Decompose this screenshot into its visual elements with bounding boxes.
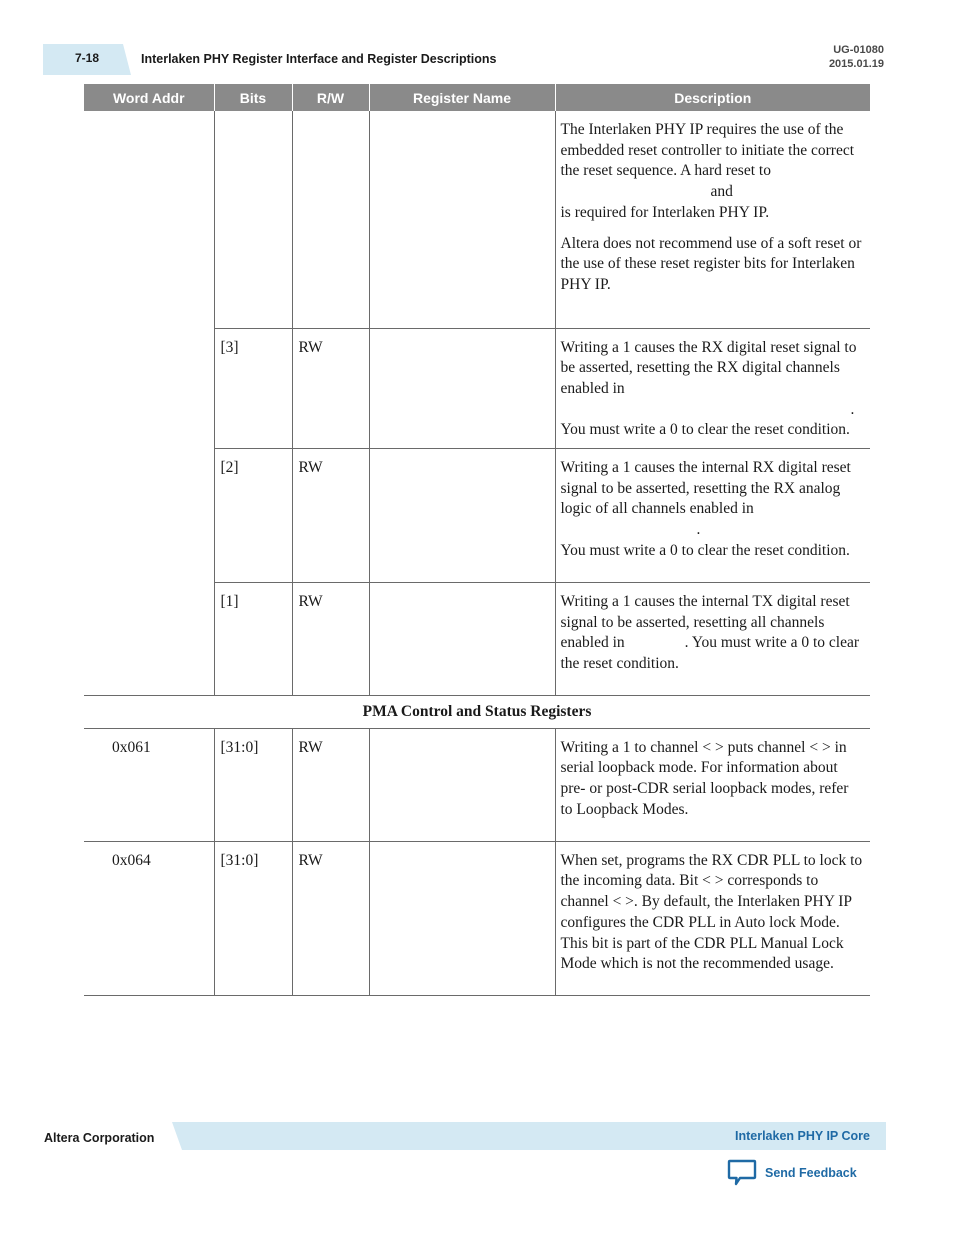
column-header-word-addr: Word Addr <box>84 84 214 111</box>
description-text: is required for Interlaken PHY IP. <box>560 203 770 221</box>
doc-id-block <box>829 43 884 71</box>
description-cell: Writing a 1 causes the RX digital reset signal to be asserted, resetting the RX digital channels enabled in. You must write a 0 to clear the reset condition. <box>555 328 870 449</box>
rw-cell: RW <box>292 728 369 841</box>
rw-cell: RW <box>292 449 369 583</box>
table-row <box>84 841 870 995</box>
description-text: Altera does not recommend use of a soft reset or the use of these reset register bits for Interlaken PHY IP. <box>560 234 862 293</box>
section-title: PMA Control and Status Registers <box>84 696 870 729</box>
send-feedback-label: Send Feedback <box>765 1166 857 1180</box>
footer-doc-title-link[interactable]: Interlaken PHY IP Core <box>734 1129 870 1143</box>
send-feedback-link[interactable] <box>727 1158 857 1188</box>
description-cell: Writing a 1 causes the internal RX digital reset signal to be asserted, resetting the RX analog logic of all channels enabled in. You must write a 0 to clear the reset condition. <box>555 449 870 583</box>
section-row <box>84 696 870 729</box>
table-row <box>84 583 870 696</box>
description-text: and <box>710 183 733 201</box>
description-cell <box>555 111 870 328</box>
word-addr-cell <box>84 328 214 449</box>
word-addr-cell <box>84 583 214 696</box>
table-header-row <box>84 84 870 111</box>
column-header-register-name: Register Name <box>369 84 555 111</box>
doc-id: UG-01080 <box>833 44 884 56</box>
bits-cell: [2] <box>214 449 292 583</box>
header-title: Interlaken PHY Register Interface and Register Descriptions <box>141 52 497 66</box>
table-row <box>84 449 870 583</box>
bits-cell: [31:0] <box>214 728 292 841</box>
bits-cell: [31:0] <box>214 841 292 995</box>
rw-cell <box>292 111 369 328</box>
column-header-description: Description <box>555 84 870 111</box>
register-name-cell <box>369 583 555 696</box>
word-addr-cell <box>84 449 214 583</box>
word-addr-cell: 0x064 <box>84 841 214 995</box>
page-number: 7-18 <box>75 51 100 65</box>
bits-cell: [3] <box>214 328 292 449</box>
description-cell: When set, programs the RX CDR PLL to lock to the incoming data. Bit < > corresponds to channel < >. By default, the Interlaken PHY IP configures the CDR PLL in Auto lock Mode. This bit is part of the CDR PLL Manual Lock Mode which is not the recommended usage. <box>555 841 870 995</box>
doc-date: 2015.01.19 <box>828 58 884 70</box>
rw-cell: RW <box>292 841 369 995</box>
table-row <box>84 728 870 841</box>
description-cell: Writing a 1 to channel < > puts channel < > in serial loopback mode. For information about pre- or post-CDR serial loopback modes, refer to Loopback Modes. <box>555 728 870 841</box>
footer-company: Altera Corporation <box>44 1131 155 1145</box>
description-cell: Writing a 1 causes the internal TX digital reset signal to be asserted, resetting all channels enabled in . You must write a 0 to clear the reset condition. <box>555 583 870 696</box>
word-addr-cell <box>84 111 214 328</box>
rw-cell: RW <box>292 583 369 696</box>
column-header-bits: Bits <box>214 84 292 111</box>
description-text: The Interlaken PHY IP requires the use of the embedded reset controller to initiate the correct the reset sequence. A hard reset to <box>560 121 855 180</box>
word-addr-cell: 0x061 <box>84 728 214 841</box>
register-name-cell <box>369 728 555 841</box>
register-name-cell <box>369 449 555 583</box>
bits-cell <box>214 111 292 328</box>
register-name-cell <box>369 328 555 449</box>
speech-bubble-icon <box>727 1158 757 1188</box>
rw-cell: RW <box>292 328 369 449</box>
column-header-rw: R/W <box>292 84 369 111</box>
table-row <box>84 111 870 328</box>
register-name-cell <box>369 841 555 995</box>
bits-cell: [1] <box>214 583 292 696</box>
register-table <box>84 84 870 996</box>
register-name-cell <box>369 111 555 328</box>
table-row <box>84 328 870 449</box>
